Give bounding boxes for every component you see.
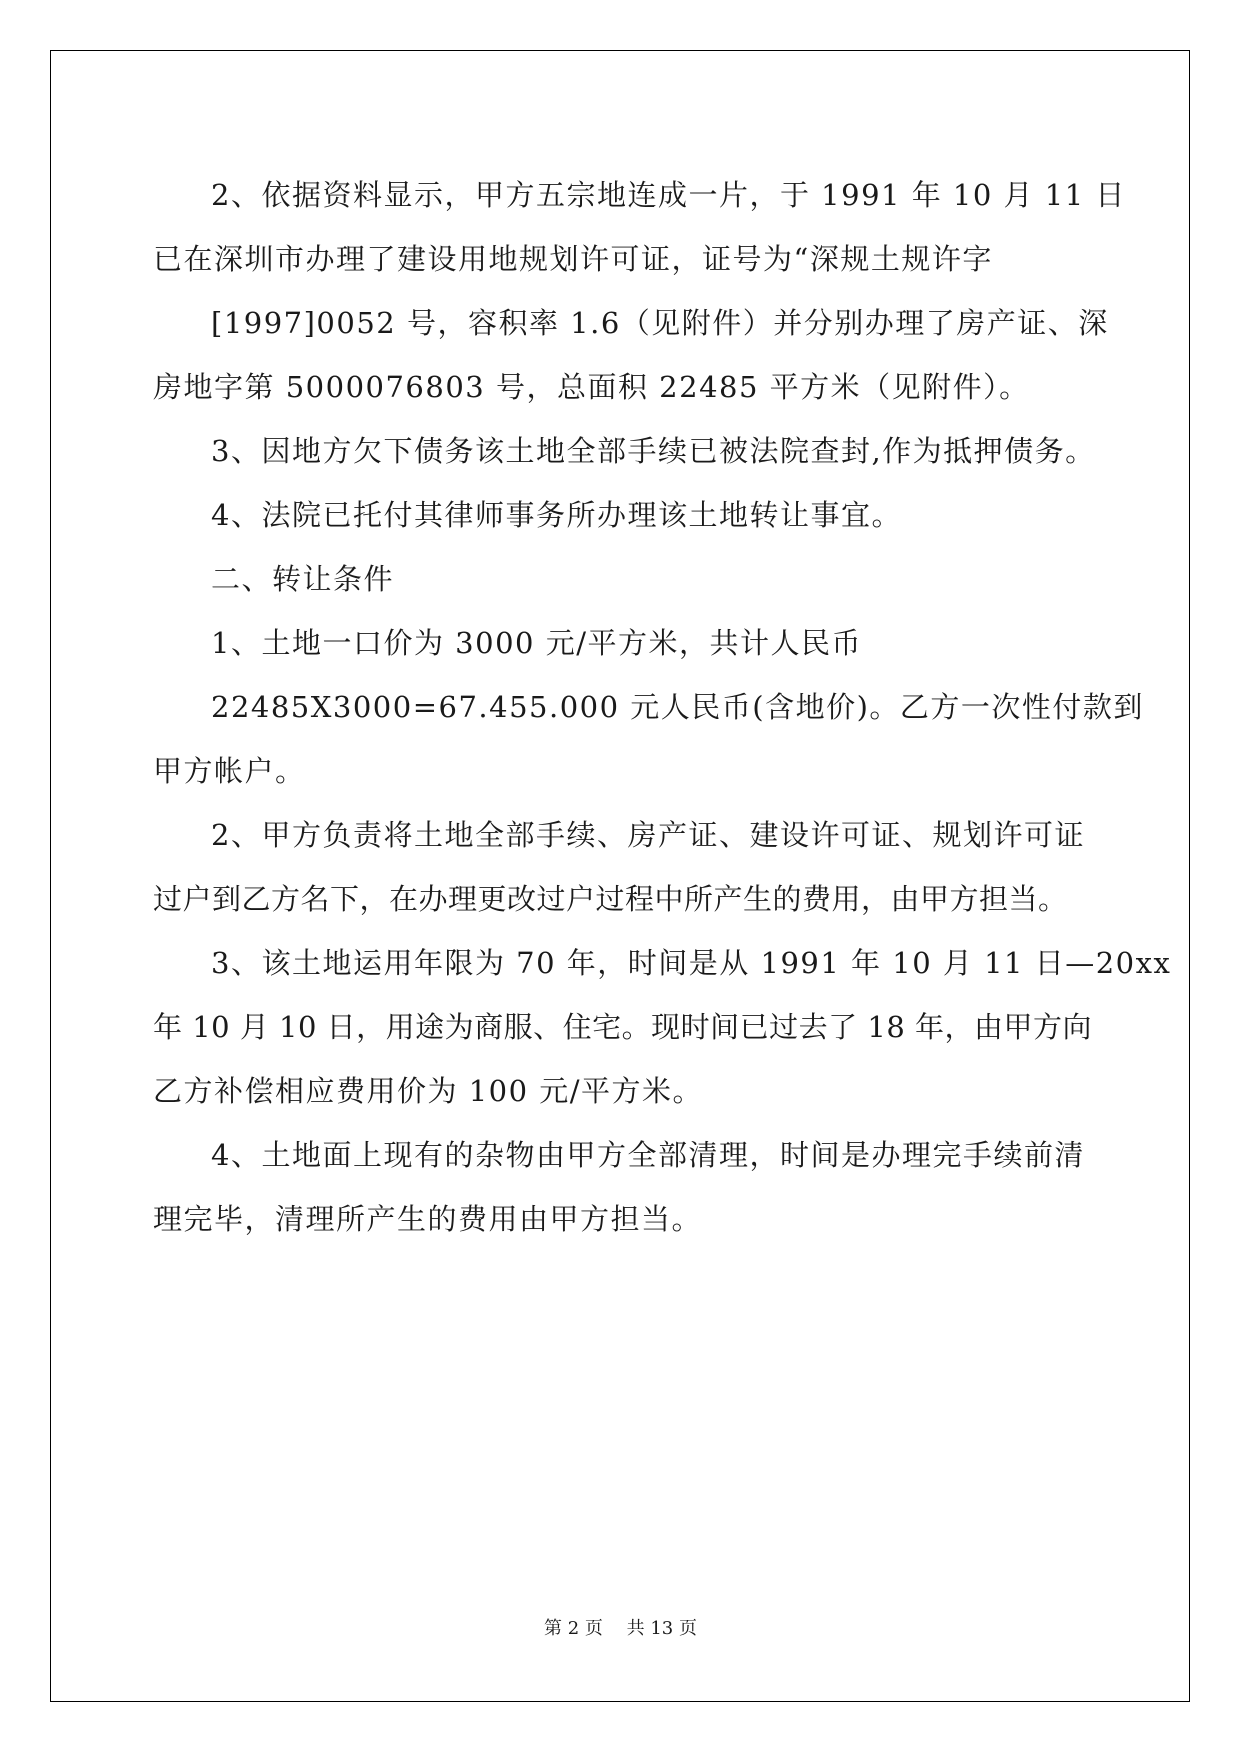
paragraph-line: 年 10 月 10 日，用途为商服、住宅。现时间已过去了 18 年，由甲方向 — [153, 1010, 1093, 1044]
paragraph-line: 2、依据资料显示，甲方五宗地连成一片，于 1991 年 10 月 11 日 — [211, 178, 1126, 212]
paragraph-line: [1997]0052 号，容积率 1.6（见附件）并分别办理了房产证、深 — [211, 306, 1109, 340]
paragraph-line: 3、该土地运用年限为 70 年，时间是从 1991 年 10 月 11 日—20xx — [211, 946, 1172, 980]
paragraph-line: 4、法院已托付其律师事务所办理该土地转让事宜。 — [211, 498, 902, 532]
section-heading: 二、转让条件 — [211, 562, 395, 596]
paragraph-line: 乙方补偿相应费用价为 100 元/平方米。 — [153, 1074, 704, 1108]
paragraph-line: 1、土地一口价为 3000 元/平方米，共计人民币 — [211, 626, 862, 660]
paragraph-line: 理完毕，清理所产生的费用由甲方担当。 — [153, 1202, 703, 1236]
paragraph-line: 4、土地面上现有的杂物由甲方全部清理，时间是办理完手续前清 — [211, 1138, 1085, 1172]
paragraph-line: 甲方帐户。 — [153, 754, 306, 788]
paragraph-line: 22485X3000=67.455.000 元人民币(含地价)。乙方一次性付款到 — [211, 690, 1144, 724]
paragraph-line: 过户到乙方名下，在办理更改过户过程中所产生的费用，由甲方担当。 — [153, 882, 1068, 916]
paragraph-line: 2、甲方负责将土地全部手续、房产证、建设许可证、规划许可证 — [211, 818, 1085, 852]
paragraph-line: 3、因地方欠下债务该土地全部手续已被法院查封,作为抵押债务。 — [211, 434, 1096, 468]
page-number: 第 2 页 共 13 页 — [544, 1618, 697, 1639]
document-body — [153, 163, 1172, 1251]
paragraph-line: 已在深圳市办理了建设用地规划许可证，证号为“深规土规许字 — [153, 242, 993, 276]
paragraph-line: 房地字第 5000076803 号，总面积 22485 平方米（见附件）。 — [153, 370, 1030, 404]
